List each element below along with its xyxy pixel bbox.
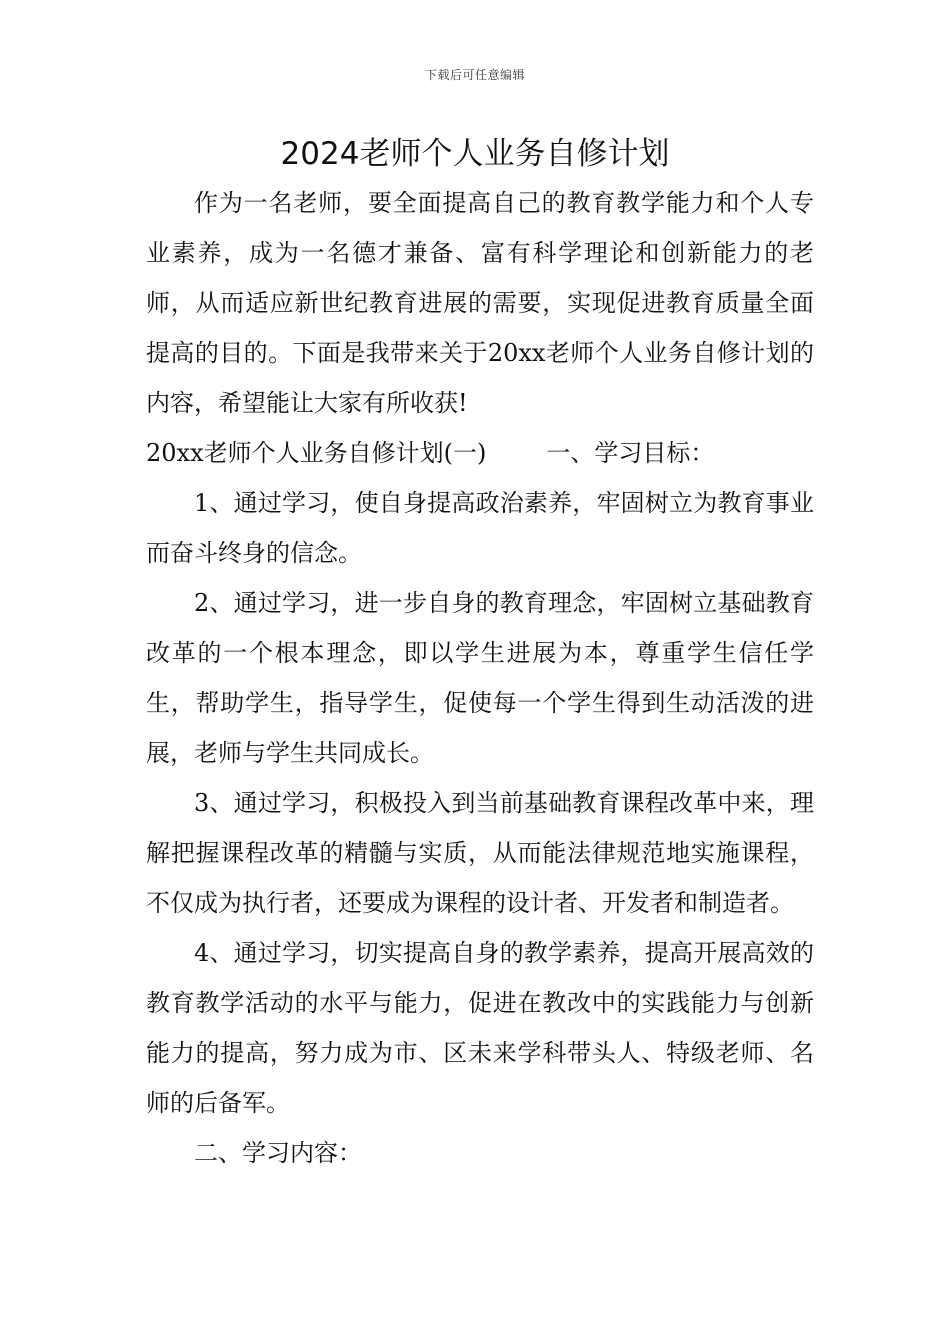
goal-item-1: 1、通过学习，使自身提高政治素养，牢固树立为教育事业而奋斗终身的信念。	[146, 489, 814, 567]
header-note: 下载后可任意编辑	[424, 68, 525, 82]
goal-heading: 一、学习目标：	[546, 439, 715, 467]
goal-item-2: 2、通过学习，进一步自身的教育理念，牢固树立基础教育改革的一个根本理念，即以学生进展为本，尊重学生信任学生，帮助学生，指导学生，促使每一个学生得到生动活泼的进展，老师与学生共同成长。	[146, 589, 814, 767]
document-title: 2024老师个人业务自修计划	[280, 136, 670, 172]
intro-paragraph: 作为一名老师，要全面提高自己的教育教学能力和个人专业素养，成为一名德才兼备、富有科学理论和创新能力的老师，从而适应新世纪教育进展的需要，实现促进教育质量全面提高的目的。下面是我带来关于20xx老师个人业务自修计划的内容，希望能让大家有所收获!	[146, 189, 814, 417]
section-heading: 20xx老师个人业务自修计划(一)	[146, 439, 487, 467]
goal-item-3: 3、通过学习，积极投入到当前基础教育课程改革中来，理解把握课程改革的精髓与实质，从而能法律规范地实施课程，不仅成为执行者，还要成为课程的设计者、开发者和制造者。	[146, 789, 814, 917]
content-heading: 二、学习内容：	[194, 1139, 362, 1167]
goal-item-4: 4、通过学习，切实提高自身的教学素养，提高开展高效的教育教学活动的水平与能力，促进在教改中的实践能力与创新能力的提高，努力成为市、区未来学科带头人、特级老师、名师的后备军。	[146, 939, 814, 1117]
document-body	[146, 178, 814, 1178]
section-heading-line	[146, 428, 814, 478]
